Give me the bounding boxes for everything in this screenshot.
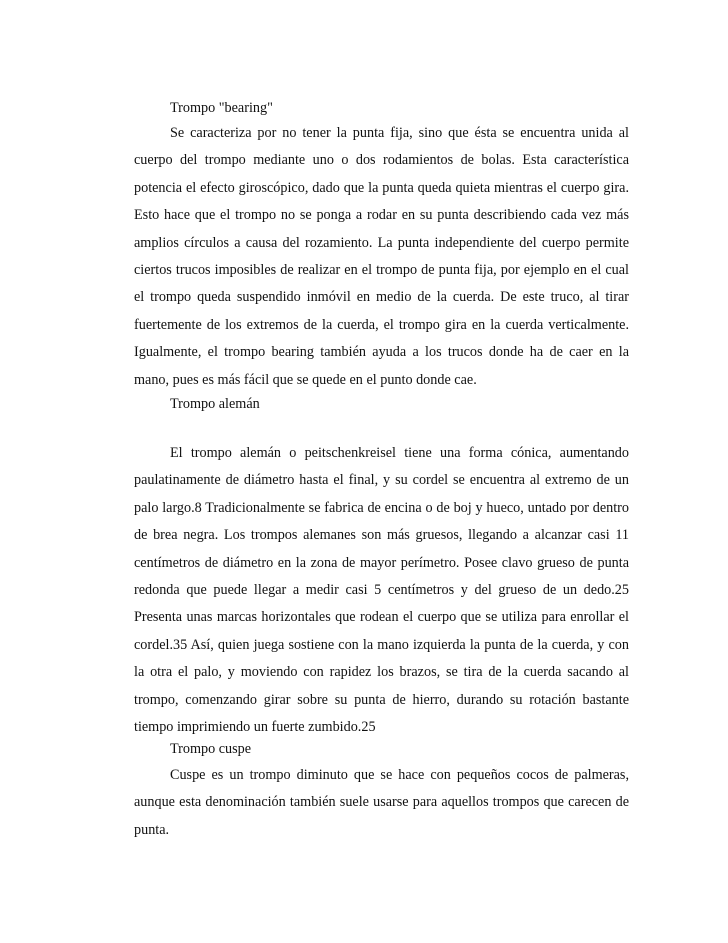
section-paragraph-bearing: Se caracteriza por no tener la punta fija, sino que ésta se encuentra unida al cuerpo del trompo mediante uno o dos rodamientos de bolas. Esta característica potencia el efecto giroscópico, dado que la punta queda quieta mientras el cuerpo gira. Esto hace que el trompo no se ponga a rodar en su punta describiendo cada vez más amplios círculos a causa del rozamiento. La punta independiente del cuerpo permite ciertos trucos imposibles de realizar en el trompo de punta fija, por ejemplo en el cual el trompo queda suspendido inmóvil en medio de la cuerda. De este truco, al tirar fuertemente de los extremos de la cuerda, el trompo gira en la cuerda verticalmente. Igualmente, el trompo bearing también ayuda a los trucos donde ha de caer en la mano, pues es más fácil que se quede en el punto donde cae. (134, 125, 629, 388)
section-heading-bearing: Trompo "bearing" (170, 100, 273, 116)
section-heading-cuspe: Trompo cuspe (170, 741, 252, 757)
section-heading-aleman: Trompo alemán (170, 396, 260, 412)
section-paragraph-aleman: El trompo alemán o peitschenkreisel tiene una forma cónica, aumentando paulatinamente de diámetro hasta el final, y su cordel se encuentra al extremo de un palo largo.8 Tradicionalmente se fabrica de encina o de boj y hueco, untado por dentro de brea negra. Los trompos alemanes son más gruesos, llegando a alcanzar casi 11 centímetros de diámetro en la zona de mayor perímetro. Posee clavo grueso de punta redonda que puede llegar a medir casi 5 centímetros y del grueso de un dedo.25 Presenta unas marcas horizontales que rodean el cuerpo que se utiliza para enrollar el cordel.35 Así, quien juega sostiene con la mano izquierda la punta de la cuerda, y con la otra el palo, y moviendo con rapidez los brazos, se tira de la cuerda sacando al trompo, comenzando girar sobre su punta de hierro, durando su rotación bastante tiempo imprimiendo un fuerte zumbido.25 (134, 445, 629, 736)
section-paragraph-cuspe: Cuspe es un trompo diminuto que se hace con pequeños cocos de palmeras, aunque esta denominación también suele usarse para aquellos trompos que carecen de punta. (134, 767, 629, 838)
